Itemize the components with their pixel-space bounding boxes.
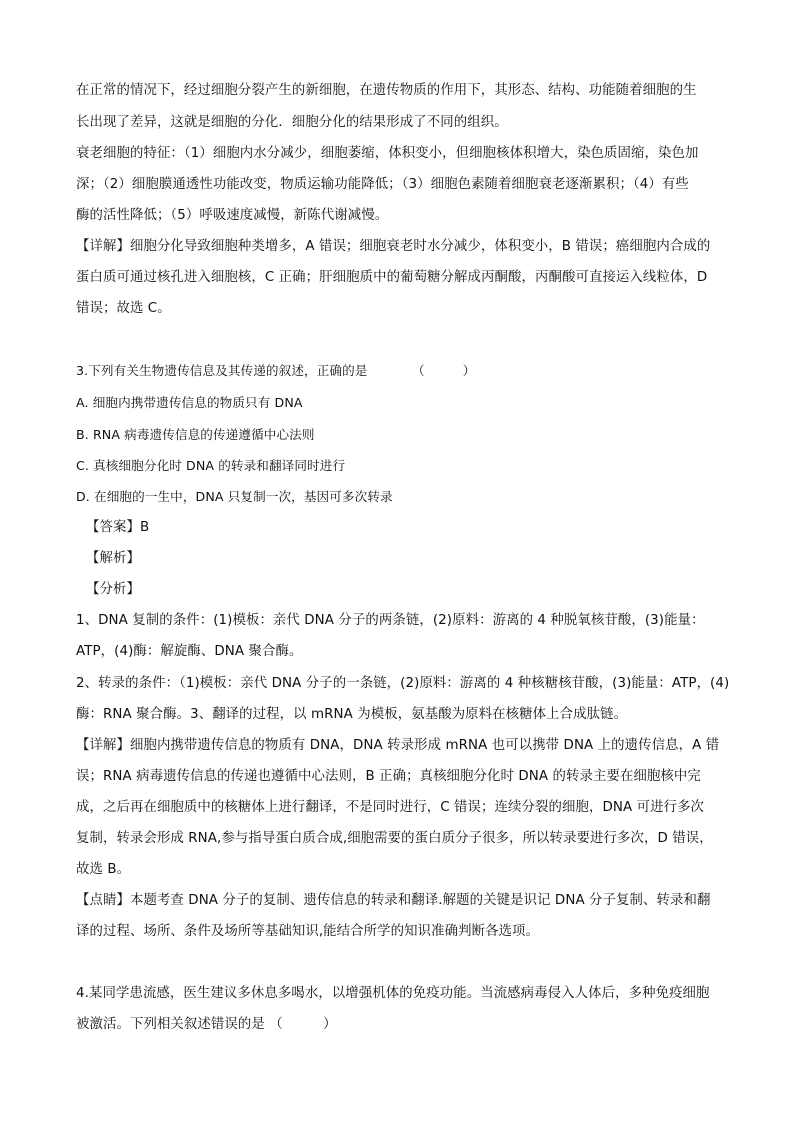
text-line: 1、DNA 复制的条件：(1)模板：亲代 DNA 分子的两条链，(2)原料：游离的 4 种脱氧核苷酸，(3)能量：	[76, 613, 705, 628]
text-line: 在正常的情况下，经过细胞分裂产生的新细胞，在遗传物质的作用下，其形态、结构、功能随着细胞的生	[76, 83, 697, 98]
text-line: 成，之后再在细胞质中的核糖体上进行翻译，不是同时进行，C 错误；连续分裂的细胞，DNA 可进行多次	[76, 800, 705, 815]
text-line: 长出现了差异，这就是细胞的分化．细胞分化的结果形成了不同的组织。	[76, 115, 508, 130]
answer-label: 【答案】B	[86, 520, 150, 535]
option-b: B. RNA 病毒遗传信息的传递遵循中心法则	[76, 427, 315, 442]
text-line: 错误；故选 C。	[76, 301, 171, 316]
text-line: 误；RNA 病毒遗传信息的传递也遵循中心法则，B 正确；真核细胞分化时 DNA 的转录主要在细胞核中完	[76, 769, 701, 784]
text-line: 蛋白质可通过核孔进入细胞核，C 正确；肝细胞质中的葡萄糖分解成丙酮酸，丙酮酸可直接运入线粒体，D	[76, 270, 708, 285]
comment-line: 【点睛】本题考查 DNA 分子的复制、遗传信息的转录和翻译.解题的关键是识记 DNA 分子复制、转录和翻	[76, 893, 711, 908]
option-c: C. 真核细胞分化时 DNA 的转录和翻译同时进行	[76, 458, 346, 473]
text-line: 酶的活性降低；（5）呼吸速度减慢，新陈代谢减慢。	[76, 208, 389, 223]
question-4-stem: 4.某同学患流感，医生建议多休息多喝水，以增强机体的免疫功能。当流感病毒侵入人体后，多种免疫细胞	[76, 986, 710, 1001]
detail-line: 【详解】细胞内携带遗传信息的物质有 DNA，DNA 转录形成 mRNA 也可以携带 DNA 上的遗传信息，A 错	[76, 738, 720, 753]
option-d: D. 在细胞的一生中，DNA 只复制一次，基因可多次转录	[76, 489, 393, 504]
question-3-stem: 3.下列有关生物遗传信息及其传递的叙述，正确的是 （ ）	[76, 363, 476, 378]
text-line: 复制，转录会形成 RNA,参与指导蛋白质合成,细胞需要的蛋白质分子很多，所以转录要进行多次，D 错误，	[76, 831, 713, 846]
analysis-heading: 【解析】	[86, 551, 140, 566]
detail-line: 【详解】细胞分化导致细胞种类增多，A 错误；细胞衰老时水分减少，体积变小，B 错误；癌细胞内合成的	[76, 239, 711, 254]
text-line: 被激活。下列相关叙述错误的是 （ ）	[76, 1017, 337, 1032]
text-line: 酶：RNA 聚合酶。3、翻译的过程，以 mRNA 为模板，氨基酸为原料在核糖体上合成肽链。	[76, 707, 628, 722]
text-line: 译的过程、场所、条件及场所等基础知识,能结合所学的知识准确判断各选项。	[76, 924, 540, 939]
text-line: 衰老细胞的特征：（1）细胞内水分减少，细胞萎缩，体积变小，但细胞核体积增大，染色质固缩，染色加	[76, 146, 699, 161]
text-line: 故选 B。	[76, 862, 131, 877]
fenxi-heading: 【分析】	[86, 582, 140, 597]
option-a: A. 细胞内携带遗传信息的物质只有 DNA	[76, 395, 303, 410]
text-line: 2、转录的条件：（1)模板：亲代 DNA 分子的一条链，(2)原料：游离的 4 种核糖核苷酸，(3)能量：ATP，(4)	[76, 676, 730, 691]
text-line: 深；（2）细胞膜通透性功能改变，物质运输功能降低；（3）细胞色素随着细胞衰老逐渐累积；（4）有些	[76, 177, 689, 192]
text-line: ATP，(4)酶：解旋酶、DNA 聚合酶。	[76, 644, 303, 659]
